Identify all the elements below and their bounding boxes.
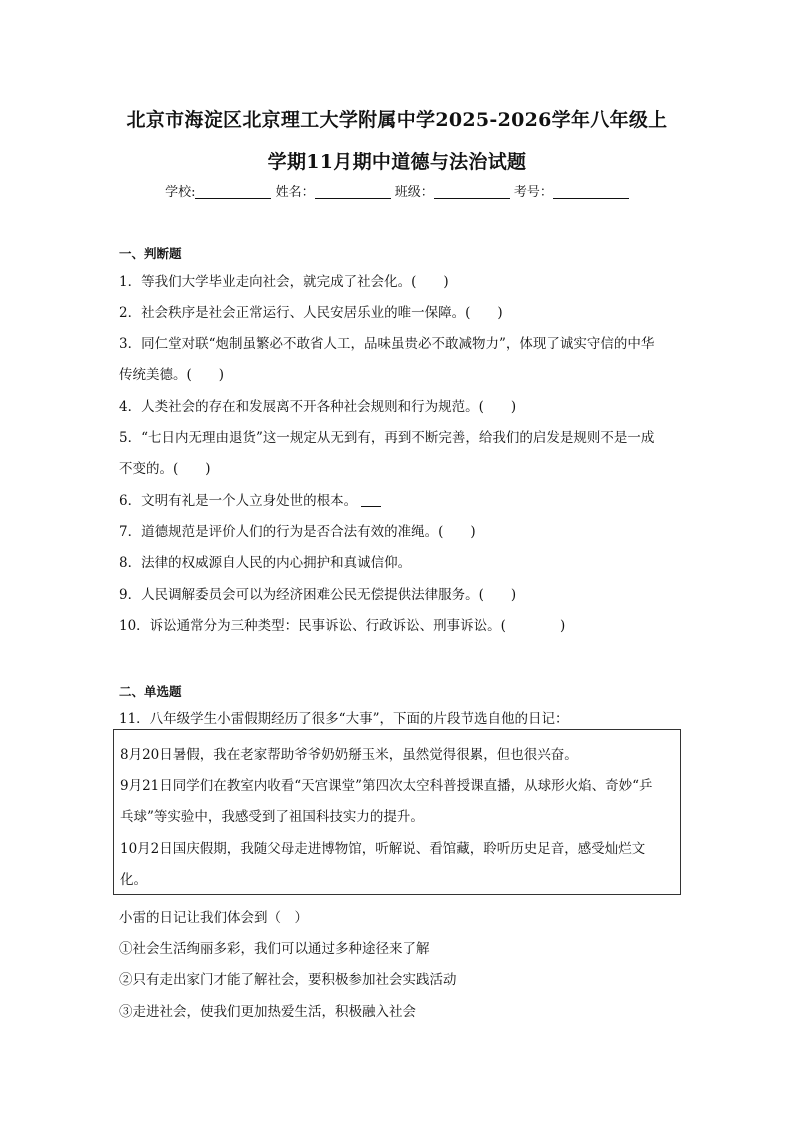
school-blank[interactable] xyxy=(195,184,271,199)
question-3: 3．同仁堂对联“炮制虽繁必不敢省人工，品味虽贵必不敢减物力”，体现了诚实守信的中华 xyxy=(119,336,655,352)
question-4: 4．人类社会的存在和发展离不开各种社会规则和行为规范。( ) xyxy=(119,399,517,415)
question-5-continued: 不变的。( ) xyxy=(119,461,211,477)
student-info-row xyxy=(0,181,794,200)
option-1: ①社会生活绚丽多彩，我们可以通过多种途径来了解 xyxy=(119,941,430,957)
exam-title-line-2: 学期11月期中道德与法治试题 xyxy=(267,151,527,173)
question-8: 8．法律的权威源自人民的内心拥护和真诚信仰。 xyxy=(119,555,412,571)
school-label: 学校: xyxy=(165,185,196,200)
question-6-answer-blank[interactable] xyxy=(361,494,381,507)
question-6-text: 6．文明有礼是一个人立身处世的根本。 xyxy=(119,493,358,509)
question-10: 10．诉讼通常分为三种类型：民事诉讼、行政诉讼、刑事诉讼。( ) xyxy=(119,618,566,634)
diary-line: 9月21日同学们在教室内收看“天宫课堂”第四次太空科普授课直播，从球形火焰、奇妙“乒 xyxy=(120,778,653,794)
option-3: ③走进社会，使我们更加热爱生活，积极融入社会 xyxy=(119,1004,416,1020)
question-9: 9．人民调解委员会可以为经济困难公民无偿提供法律服务。( ) xyxy=(119,587,517,603)
option-2: ②只有走出家门才能了解社会，要积极参加社会实践活动 xyxy=(119,972,457,988)
question-1: 1．等我们大学毕业走向社会，就完成了社会化。( ) xyxy=(119,274,449,290)
question-6 xyxy=(119,489,381,509)
name-blank[interactable] xyxy=(315,184,391,199)
exam-no-blank[interactable] xyxy=(553,184,629,199)
class-label: 班级： xyxy=(394,185,434,200)
diary-excerpt-box xyxy=(113,729,681,895)
question-7: 7．道德规范是评价人们的行为是否合法有效的准绳。( ) xyxy=(119,524,476,540)
exam-title-line-1: 北京市海淀区北京理工大学附属中学2025-2026学年八年级上 xyxy=(126,109,668,131)
section-heading-true-false: 一、判断题 xyxy=(119,246,182,261)
question-11-stem: 小雷的日记让我们体会到（ ） xyxy=(119,910,308,926)
class-blank[interactable] xyxy=(434,184,510,199)
diary-line: 10月2日国庆假期，我随父母走进博物馆，听解说、看馆藏，聆听历史足音，感受灿烂文 xyxy=(120,841,646,857)
diary-line: 化。 xyxy=(120,872,147,888)
question-11-intro: 11．八年级学生小雷假期经历了很多“大事”，下面的片段节选自他的日记： xyxy=(119,711,569,727)
section-heading-single-choice: 二、单选题 xyxy=(119,684,182,699)
question-5: 5．“七日内无理由退货”这一规定从无到有，再到不断完善，给我们的启发是规则不是一成 xyxy=(119,430,655,446)
question-2: 2．社会秩序是社会正常运行、人民安居乐业的唯一保障。( ) xyxy=(119,305,503,321)
name-label: 姓名： xyxy=(275,185,315,200)
question-3-continued: 传统美德。( ) xyxy=(119,367,225,383)
diary-line: 8月20日暑假，我在老家帮助爷爷奶奶掰玉米，虽然觉得很累，但也很兴奋。 xyxy=(120,747,578,763)
exam-no-label: 考号： xyxy=(513,185,553,200)
diary-line: 乓球”等实验中，我感受到了祖国科技实力的提升。 xyxy=(120,809,424,825)
